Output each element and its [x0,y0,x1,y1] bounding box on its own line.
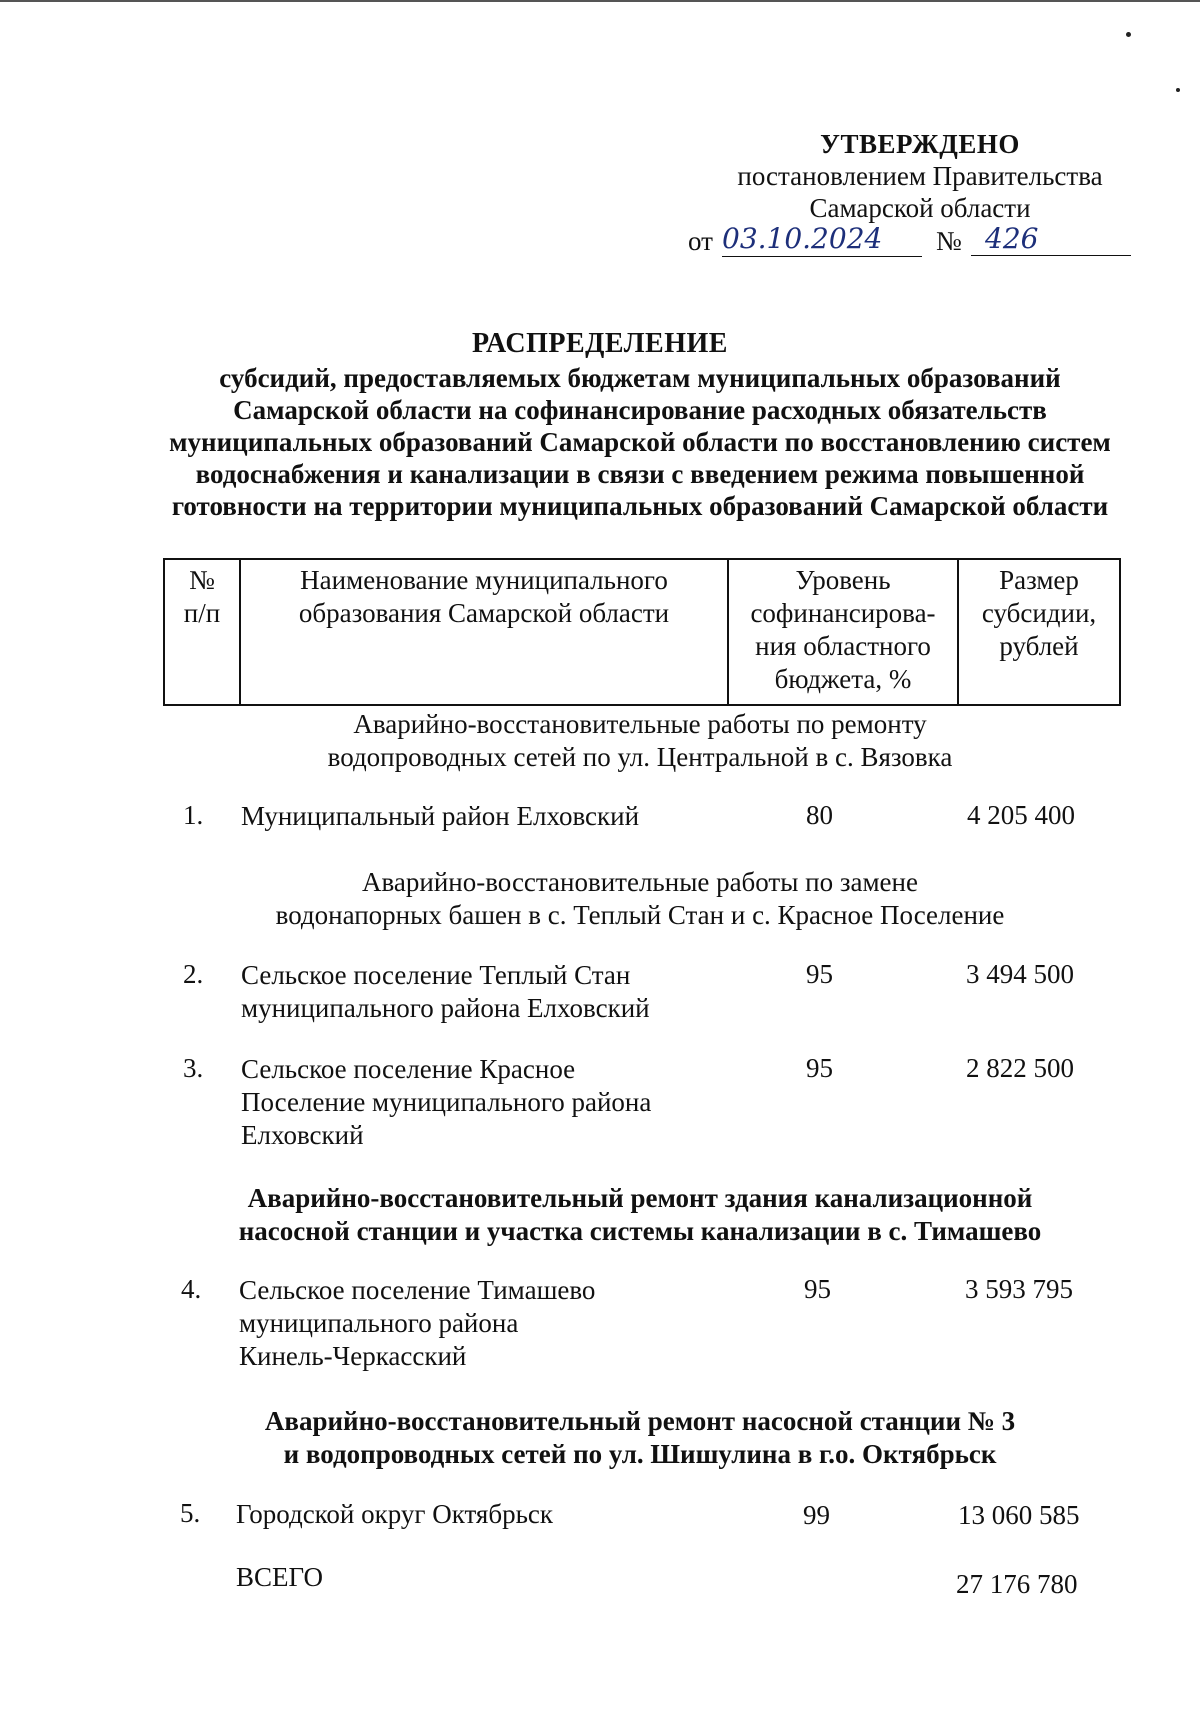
row-number: 3. [183,1053,204,1083]
approval-reference [688,222,1133,262]
subtitle-line: готовности на территории муниципальных образований Самарской области [171,491,1109,521]
section-heading: Аварийно-восстановительные работы по ремонту водопроводных сетей по ул. Центральной в с. Вязовка [327,709,953,772]
row-level: 95 [804,1274,831,1304]
row-municipality: Муниципальный район Елховский [241,801,640,831]
approval-date-handwritten: 03.10.2024 [722,222,922,257]
approval-line-2: Самарской области [809,193,1031,223]
document-subtitle [150,362,1130,522]
row-level: 80 [806,800,833,830]
row-amount: 3 593 795 [965,1274,1073,1304]
row-number: 5. [180,1498,201,1528]
scan-speck [1176,88,1180,92]
header-cofinancing-level: Уровень софинансирова- ния областного бюджета, % [728,559,958,705]
row-municipality: Сельское поселение Тимашево муниципального района Кинель-Черкасский [239,1275,596,1371]
total-amount: 27 176 780 [956,1569,1078,1599]
section-heading: Аварийно-восстановительные работы по замене водонапорных башен в с. Теплый Стан и с. Красное Поселение [275,867,1005,930]
approval-line-1: постановлением Правительства [737,161,1103,191]
approval-title: УТВЕРЖДЕНО [820,129,1020,159]
header-municipality-name: Наименование муниципального образования Самарской области [240,559,728,705]
scan-top-edge [0,0,1200,2]
row-municipality: Сельское поселение Теплый Стан муниципального района Елховский [241,960,650,1023]
scan-speck [1126,32,1131,37]
approval-number-handwritten: 426 [971,222,1131,256]
subtitle-line: субсидий, предоставляемых бюджетам муниципальных образований [219,363,1061,393]
row-amount: 4 205 400 [967,800,1075,830]
row-number: 4. [181,1274,202,1304]
subtitle-line: водоснабжения и канализации в связи с введением режима повышенной [195,459,1085,489]
row-amount: 3 494 500 [966,959,1074,989]
header-number: № п/п [164,559,240,705]
row-municipality: Городской округ Октябрьск [236,1499,553,1529]
section-heading: Аварийно-восстановительный ремонт здания канализационной насосной станции и участка системы канализации в с. Тимашево [238,1183,1042,1246]
total-label: ВСЕГО [236,1562,323,1592]
row-amount: 2 822 500 [966,1053,1074,1083]
row-number: 1. [183,800,204,830]
document-title: РАСПРЕДЕЛЕНИЕ [472,328,728,359]
row-level: 95 [806,959,833,989]
row-level: 99 [803,1500,830,1530]
number-label: № [936,226,962,256]
from-label: от [688,226,713,256]
row-amount: 13 060 585 [958,1500,1080,1530]
row-number: 2. [183,959,204,989]
row-municipality: Сельское поселение Красное Поселение муниципального района Елховский [241,1054,652,1150]
table-header [163,558,1121,706]
subtitle-line: Самарской области на софинансирование расходных обязательств [233,395,1047,425]
row-level: 95 [806,1053,833,1083]
subtitle-line: муниципальных образований Самарской области по восстановлению систем [169,427,1111,457]
header-subsidy-amount: Размер субсидии, рублей [958,559,1120,705]
section-heading: Аварийно-восстановительный ремонт насосной станции № 3 и водопроводных сетей по ул. Шишулина в г.о. Октябрьск [264,1406,1016,1469]
